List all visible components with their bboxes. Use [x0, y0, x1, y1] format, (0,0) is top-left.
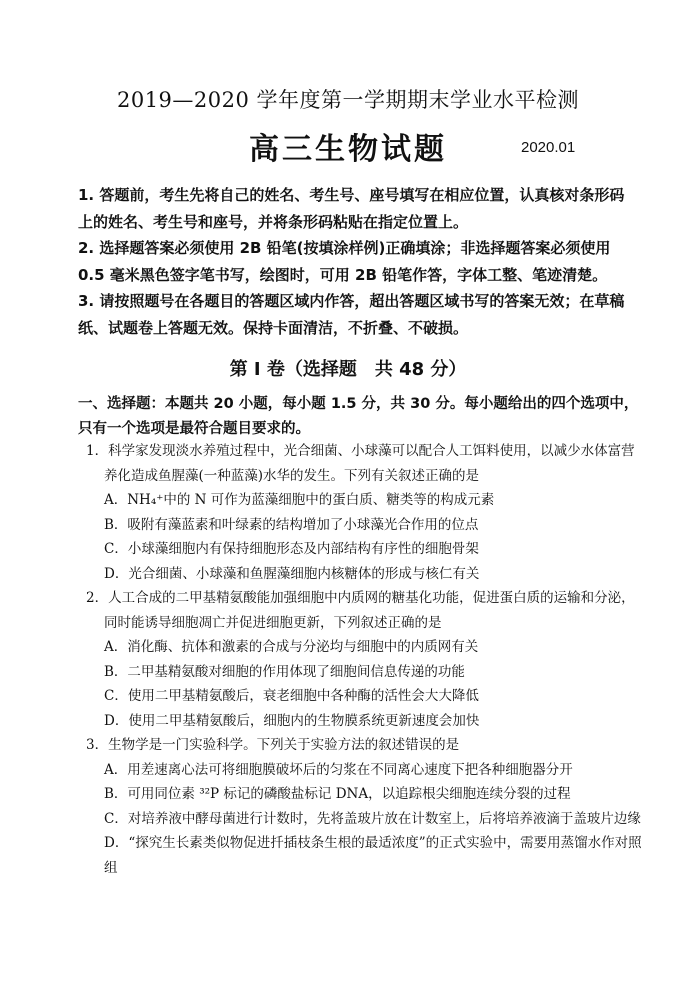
instruction-item: 1. 答题前，考生先将自己的姓名、考生号、座号填写在相应位置，认真核对条形码上的姓名、考生号和座号，并将条形码粘贴在指定位置上。: [78, 186, 625, 231]
page-title: 高三生物试题: [249, 132, 447, 167]
option-d: D．使用二甲基精氨酸后，细胞内的生物膜系统更新速度会加快: [104, 712, 480, 729]
question-1: [78, 439, 644, 586]
exam-date: 2020.01: [521, 139, 576, 156]
option-d: D．光合细菌、小球藻和鱼腥藻细胞内核糖体的形成与核仁有关: [104, 565, 480, 582]
part-intro: 一、选择题：本题共 20 小题，每小题 1.5 分，共 30 分。每小题给出的四个选项中，只有一个选项是最符合题目要求的。: [78, 396, 639, 437]
instruction-item: 2. 选择题答案必须使用 2B 铅笔(按填涂样例)正确填涂；非选择题答案必须使用 0.5 毫米黑色签字笔书写，绘图时，可用 2B 铅笔作答，字体工整、笔迹清楚。: [78, 239, 611, 284]
question-2: [78, 586, 644, 733]
question-stem: 3．生物学是一门实验科学。下列关于实验方法的叙述错误的是: [86, 737, 460, 753]
section-title: 第 I 卷（选择题 共 48 分）: [229, 359, 467, 380]
instruction-item: 3. 请按照题号在各题目的答题区域内作答，超出答题区域书写的答案无效；在草稿纸、试题卷上答题无效。保持卡面清洁，不折叠、不破损。: [78, 292, 625, 337]
option-b: B．二甲基精氨酸对细胞的作用体现了细胞间信息传递的功能: [104, 663, 465, 680]
option-c: C．小球藻细胞内有保持细胞形态及内部结构有序性的细胞骨架: [104, 541, 479, 557]
option-a: A．NH₄⁺中的 N 可作为蓝藻细胞中的蛋白质、糖类等的构成元素: [104, 492, 495, 508]
option-c: C．使用二甲基精氨酸后，衰老细胞中各种酶的活性会大大降低: [104, 688, 479, 704]
option-b: B．吸附有藻蓝素和叶绿素的结构增加了小球藻光合作用的位点: [104, 516, 479, 533]
question-3: [78, 733, 644, 880]
option-c: C．对培养液中酵母菌进行计数时，先将盖玻片放在计数室上，后将培养液滴于盖玻片边缘: [104, 810, 641, 827]
option-d: D．“探究生长素类似物促进扦插枝条生根的最适浓度”的正式实验中，需要用蒸馏水作对照组: [104, 835, 642, 876]
exam-header: 2019—2020 学年度第一学期期末学业水平检测: [116, 88, 580, 112]
option-a: A．消化酶、抗体和激素的合成与分泌均与细胞中的内质网有关: [104, 639, 479, 655]
option-a: A．用差速离心法可将细胞膜破坏后的匀浆在不同离心速度下把各种细胞器分开: [104, 761, 573, 778]
instructions: [78, 182, 638, 341]
option-b: B．可用同位素 ³²P 标记的磷酸盐标记 DNA，以追踪根尖细胞连续分裂的过程: [104, 786, 571, 802]
question-stem: 1．科学家发现淡水养殖过程中，光合细菌、小球藻可以配合人工饵料使用，以减少水体富营养化造成鱼腥藻(一种蓝藻)水华的发生。下列有关叙述正确的是: [86, 443, 635, 484]
question-stem: 2．人工合成的二甲基精氨酸能加强细胞中内质网的糖基化功能，促进蛋白质的运输和分泌，同时能诱导细胞凋亡并促进细胞更新，下列叙述正确的是: [86, 590, 635, 631]
